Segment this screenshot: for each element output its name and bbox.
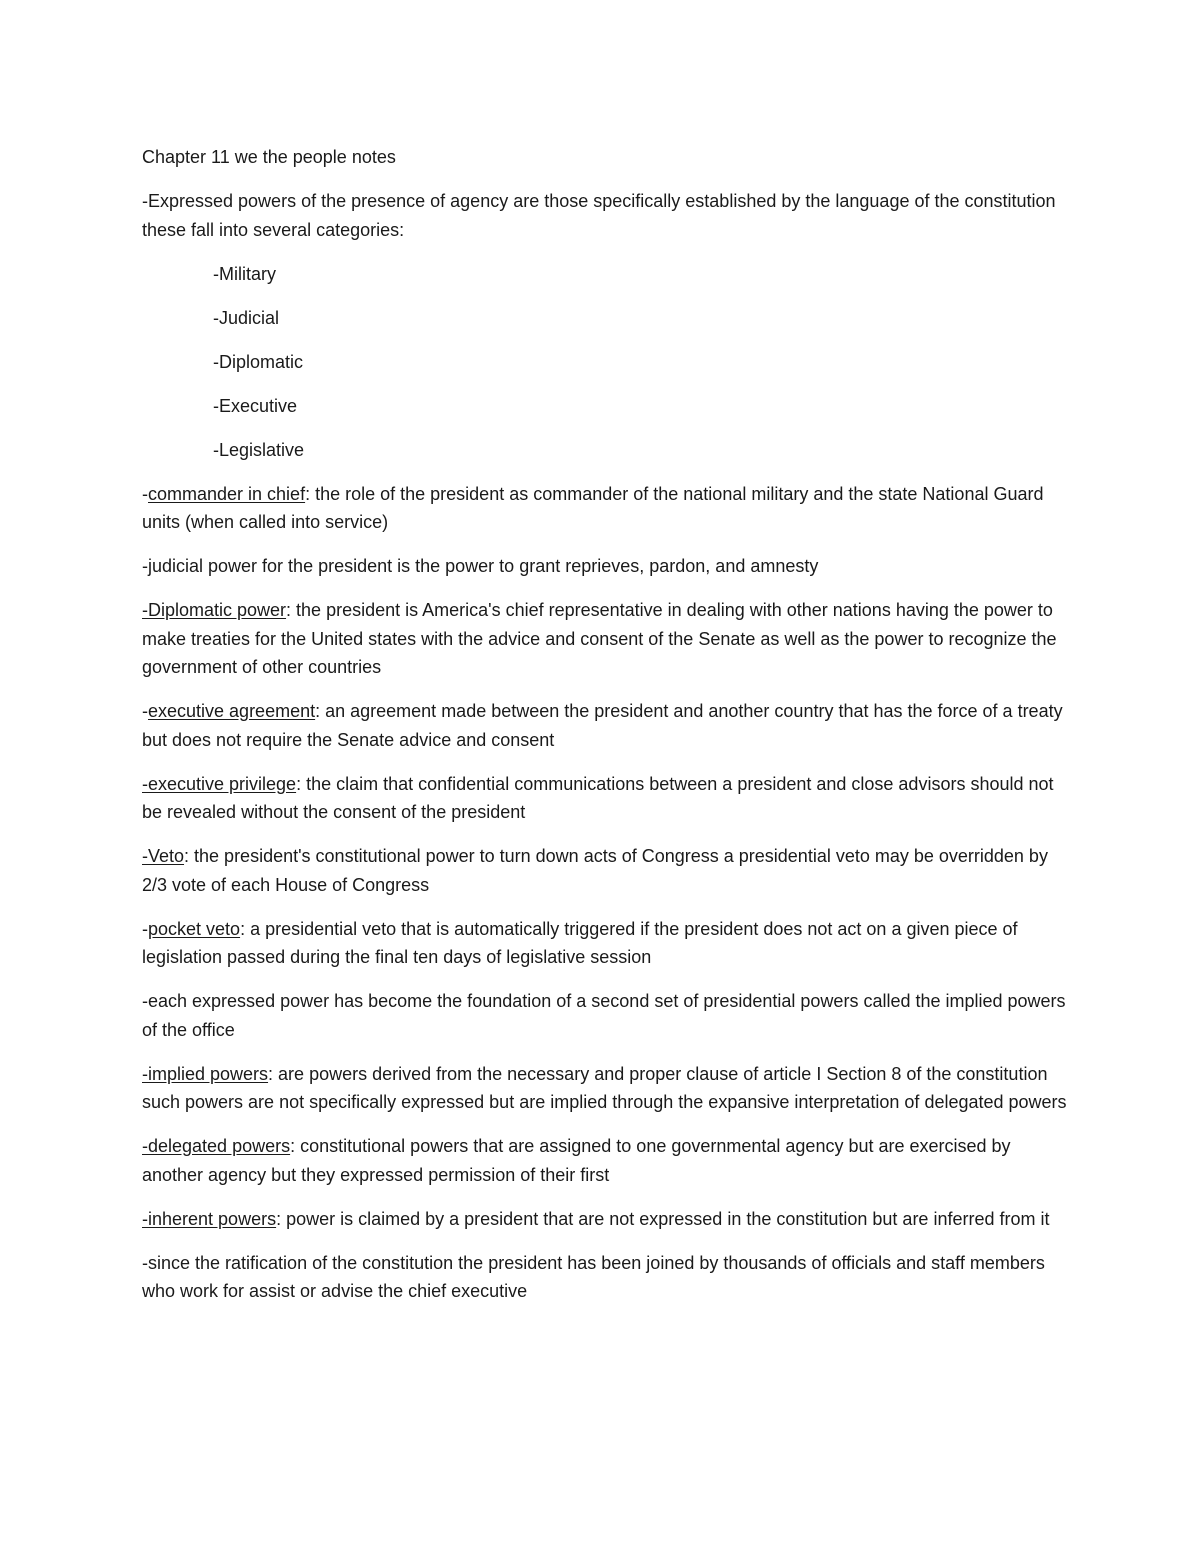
entry-prefix: - [142,918,148,939]
category-item-military: -Military [213,263,276,284]
entry-term: -inherent powers [142,1208,277,1229]
entry-definition: -each expressed power has become the foundation of a second set of presidential powers called the implied powers of the office [142,991,1066,1040]
entry-term: pocket veto [148,918,241,939]
entry-definition: -since the ratification of the constitution the president has been joined by thousands of officials and staff members who work for assist or advise the chief executive [142,1252,1045,1301]
categories-list [142,260,1070,465]
category-item-diplomatic: -Diplomatic [213,351,304,372]
category-item-judicial: -Judicial [213,307,280,328]
entry-prefix: - [142,701,148,721]
entry-ratification-staff [142,1249,1067,1306]
entry-veto [142,842,1067,899]
entry-commander-in-chief [142,480,1067,537]
entry-definition: : the claim that confidential communications between a president and close advisors should not be revealed without the consent of the president [142,773,1054,822]
entry-executive-privilege [142,770,1067,827]
entry-term: commander in chief [148,483,306,504]
entry-definition: : the president's constitutional power to turn down acts of Congress a presidential veto may be overridden by 2/3 vote of each House of Congress [142,846,1048,895]
document-title: Chapter 11 we the people notes [142,147,396,167]
entry-definition: : the president is America's chief representative in dealing with other nations having the power to make treaties for the United states with the advice and consent of the Senate as well as the power to recognize the government of other countries [142,600,1057,677]
category-item-legislative: -Legislative [213,439,305,460]
entry-delegated-powers [142,1132,1067,1189]
entry-term: -Veto [142,846,185,866]
entry-executive-agreement [142,697,1067,754]
entry-term: -executive privilege [142,773,297,794]
entry-expressed-power-foundation [142,987,1067,1044]
entry-term: executive agreement [148,701,316,721]
entry-implied-powers [142,1060,1067,1117]
entry-term: -implied powers [142,1063,269,1084]
entry-pocket-veto [142,915,1067,972]
entry-inherent-powers [142,1205,1067,1234]
intro-paragraph: -Expressed powers of the presence of agency are those specifically established by the language of the constitution these fall into several categories: [142,191,1056,240]
entry-definition: : power is claimed by a president that are not expressed in the constitution but are inferred from it [276,1208,1050,1229]
entry-judicial-power [142,552,1067,581]
entry-definition: : the role of the president as commander of the national military and the state National Guard units (when called into service) [142,483,1044,532]
category-item-executive: -Executive [213,395,298,416]
entry-definition: : an agreement made between the president and another country that has the force of a treaty but does not require the Senate advice and consent [142,701,1063,750]
entry-diplomatic-power [142,596,1067,682]
entry-definition: : a presidential veto that is automatically triggered if the president does not act on a given piece of legislation passed during the final ten days of legislative session [142,918,1018,967]
entry-definition: -judicial power for the president is the power to grant reprieves, pardon, and amnesty [142,556,819,576]
entry-prefix: - [142,483,148,504]
entry-definition: : are powers derived from the necessary and proper clause of article I Section 8 of the constitution such powers are not specifically expressed but are implied through the expansive interpretation of delegated powers [142,1063,1067,1112]
entry-definition: : constitutional powers that are assigned to one governmental agency but are exercised by another agency but they expressed permission of their first [142,1136,1011,1185]
entry-term: -Diplomatic power [142,600,287,620]
entry-term: -delegated powers [142,1136,291,1156]
